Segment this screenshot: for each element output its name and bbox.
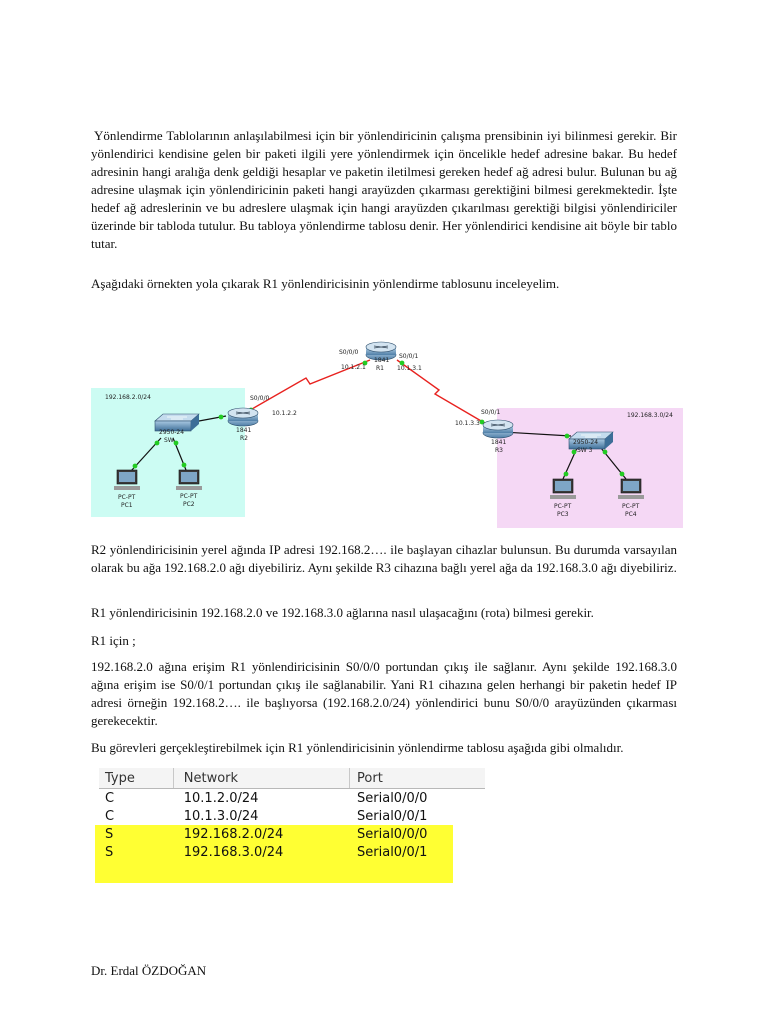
routing-table-header: [99, 768, 485, 789]
row-port: Serial0/0/1: [357, 808, 428, 824]
row-type: S: [105, 844, 114, 860]
sw3-model-label: 2950-24: [573, 439, 599, 446]
row-port: Serial0/0/1: [357, 844, 428, 860]
r2-lan-paragraph: R2 yönlendiricisinin yerel ağında IP adresi 192.168.2…. ile başlayan cihazlar bulunsun. Bu durumda varsayılan olarak bu ağa 192.168.2.0 ağı diyebiliriz. Aynı şekilde R3 cihazına bağlı yerel ağa da 192.168.3.0 ağı diyebiliriz.: [91, 542, 677, 575]
right-network-label: 192.168.3.0/24: [627, 412, 673, 419]
pc3-type-label: PC-PT: [554, 503, 572, 510]
route-need-paragraph: R1 yönlendiricisinin 192.168.2.0 ve 192.168.3.0 ağlarına nasıl ulaşacağını (rota) bilmesi gerekir.: [91, 605, 594, 620]
pc4-type-label: PC-PT: [622, 503, 640, 510]
row-port: Serial0/0/0: [357, 826, 428, 842]
example-paragraph: Aşağıdaki örnekten yola çıkarak R1 yönlendiricisinin yönlendirme tablosunu inceleyelim.: [91, 276, 560, 291]
r2-ip-label: 10.1.2.2: [272, 410, 297, 417]
table-row: [99, 807, 485, 825]
pc2-name-label: PC2: [183, 501, 195, 508]
table-intro-paragraph: Bu görevleri gerçekleştirebilmek için R1 yönlendiricisinin yönlendirme tablosu aşağıda gibi olmalıdır.: [91, 740, 624, 755]
row-port: Serial0/0/0: [357, 790, 428, 806]
sw-model-label: 2950-24: [159, 429, 185, 436]
sw-name-label: SW: [164, 437, 174, 444]
r1-port-left-label: S0/0/0: [339, 349, 359, 356]
row-network: 10.1.2.0/24: [183, 790, 259, 806]
left-lan-zone: [91, 388, 245, 517]
left-network-label: 192.168.2.0/24: [105, 394, 151, 401]
pc2-computer[interactable]: [176, 470, 202, 490]
r3-port-label: S0/0/1: [481, 409, 501, 416]
router-r3[interactable]: [483, 420, 513, 438]
r1-port-right-label: S0/0/1: [399, 353, 419, 360]
network-column-header[interactable]: Network: [183, 770, 239, 786]
right-lan-zone: [497, 408, 683, 528]
row-network: 192.168.3.0/24: [183, 844, 284, 860]
row-type: S: [105, 826, 114, 842]
r3-ip-label: 10.1.3.3: [455, 420, 480, 427]
r1-explanation-paragraph: 192.168.2.0 ağına erişim R1 yönlendiricisinin S0/0/0 portundan çıkış ile sağlanır. Aynı şekilde 192.168.3.0 ağına erişim ise S0/0/1 portundan çıkış ile sağlanabilir. Yani R1 cihazına gelen herhangi bir paketin hedef IP adresi örneğin 192.168.2…. ile başlıyorsa (192.168.2.0/24) yönlendirici bunu S0/0/0 arayüzünden çıkarması gerekecektir.: [91, 659, 677, 728]
column-divider: [173, 768, 174, 788]
table-row: [99, 789, 485, 807]
pc1-name-label: PC1: [121, 502, 133, 509]
sw3-name-label: SW 3: [577, 447, 593, 454]
r3-name-label: R3: [495, 447, 503, 454]
pc2-type-label: PC-PT: [180, 493, 198, 500]
row-type: C: [105, 808, 115, 824]
r1-name-label: R1: [376, 365, 384, 372]
column-divider: [349, 768, 350, 788]
intro-paragraph: Yönlendirme Tablolarının anlaşılabilmesi için bir yönlendiricinin çalışma prensibinin iyi bilinmesi gerekir. Bir yönlendirici kendisine gelen bir paketi ilgili yere yönlendirmek için öncelikle hedef adresine bakar. Bu hedef adresinin hangi aralığa denk geldiği hesaplar ve paketin iletilmesi gereken hedef ağ adresi bulur. Bulunan bu ağ adresine ulaşmak için yönlendiricinin paketi hangi arayüzden çıkarması gerektiğini bilmesi gerekmektedir. İşte hedef ağ adreslerinin ve bu adreslere ulaşmak için hangi arayüzden çıkarılması gerektiği bilgisi yönlendiriciler üzerinde bir tabloda tutulur. Bu tabloya yönlendirme tablosu denir. Her yönlendirici kendisine ait böyle bir tablo tutar.: [91, 128, 677, 251]
table-row: [99, 825, 485, 843]
row-network: 192.168.2.0/24: [183, 826, 284, 842]
r2-name-label: R2: [240, 435, 248, 442]
r1-ip-right-label: 10.1.3.1: [397, 365, 422, 372]
pc1-type-label: PC-PT: [118, 494, 136, 501]
pc4-computer[interactable]: [618, 479, 644, 499]
row-network: 10.1.3.0/24: [183, 808, 259, 824]
type-column-header[interactable]: Type: [105, 770, 135, 786]
r1-ip-left-label: 10.1.2.1: [341, 364, 366, 371]
router-r2[interactable]: [228, 408, 258, 426]
row-type: C: [105, 790, 115, 806]
r1-model-label: 1841: [374, 357, 390, 364]
pc3-name-label: PC3: [557, 511, 569, 518]
routing-table: [99, 768, 485, 861]
network-topology-diagram: [91, 340, 683, 530]
table-row: [99, 843, 485, 861]
r1-heading-paragraph: R1 için ;: [91, 633, 136, 648]
author-footer: Dr. Erdal ÖZDOĞAN: [91, 963, 207, 978]
port-column-header[interactable]: Port: [357, 770, 383, 786]
pc4-name-label: PC4: [625, 511, 637, 518]
r2-port-label: S0/0/0: [250, 395, 270, 402]
r2-model-label: 1841: [236, 427, 252, 434]
pc1-computer[interactable]: [114, 470, 140, 490]
r3-model-label: 1841: [491, 439, 507, 446]
pc3-computer[interactable]: [550, 479, 576, 499]
